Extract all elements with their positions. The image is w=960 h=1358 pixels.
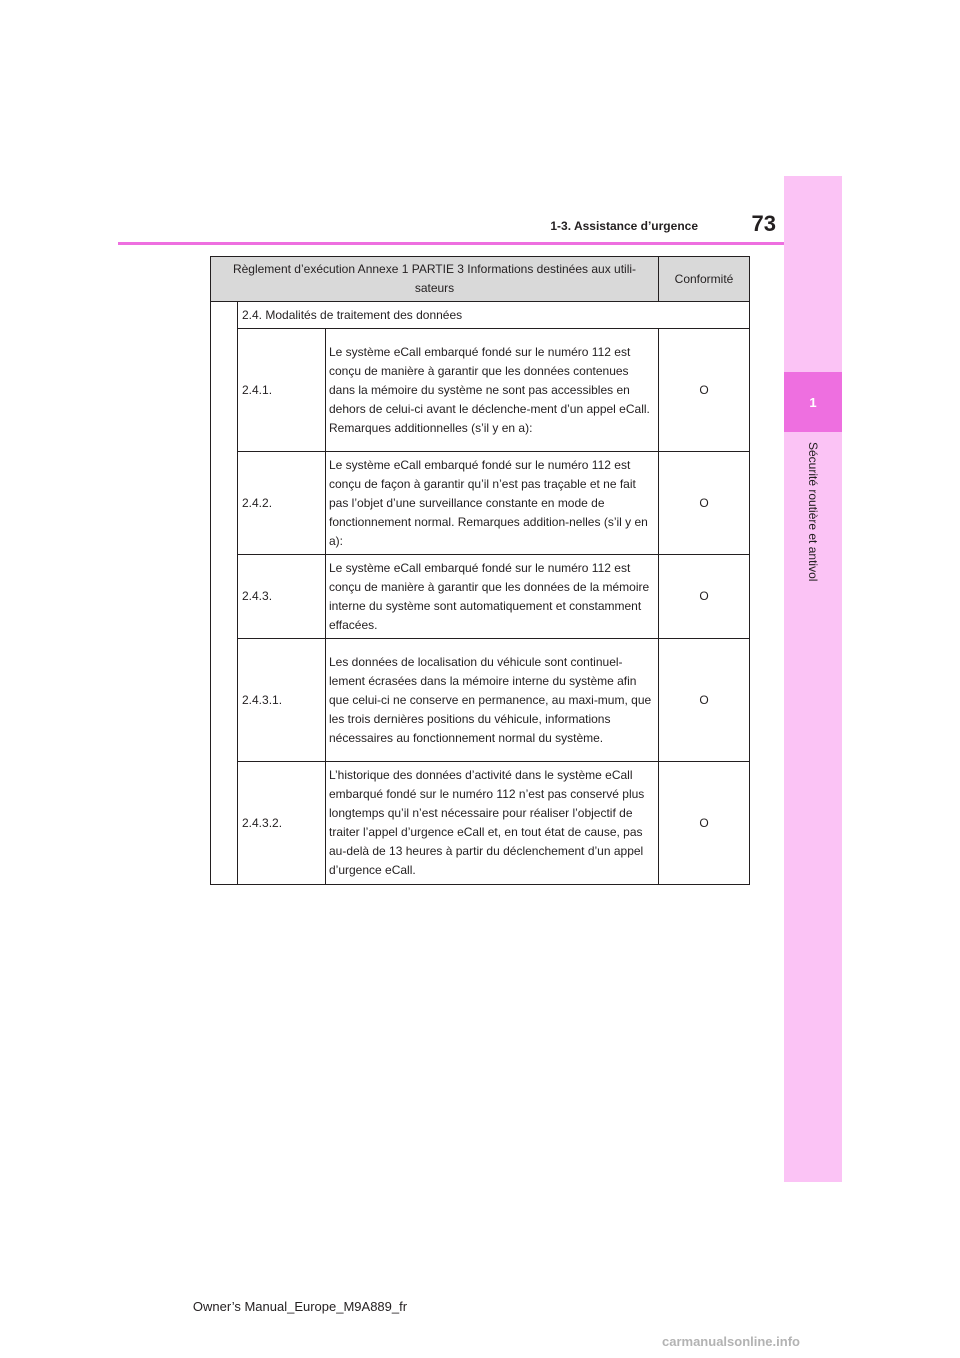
row-conformity: O bbox=[659, 555, 750, 639]
row-text: Le système eCall embarqué fondé sur le numéro 112 est conçu de manière à garantir que les données de la mémoire interne du système sont automatiquement et constamment effacées. bbox=[326, 555, 659, 639]
table-row bbox=[211, 762, 750, 885]
subsection-row bbox=[211, 302, 750, 329]
row-text: Le système eCall embarqué fondé sur le numéro 112 est conçu de façon à garantir qu’il n’est pas traçable et ne fait pas l’objet d’une surveillance constante en mode de fonctionnement normal. Remarques addition-nelles (s’il y en a): bbox=[326, 452, 659, 555]
table-header-row bbox=[211, 257, 750, 302]
table-row bbox=[211, 555, 750, 639]
row-text: Les données de localisation du véhicule sont continuel-lement écrasées dans la mémoire interne du système afin que celui-ci ne conserve en permanence, au maxi-mum, que les trois dernières positions du véhicule, informations nécessaires au fonctionnement normal du système. bbox=[326, 639, 659, 762]
chapter-title-vertical: Sécurité routière et antivol bbox=[806, 442, 820, 582]
row-number: 2.4.2. bbox=[238, 452, 326, 555]
header-regulation: Règlement d’exécution Annexe 1 PARTIE 3 Informations destinées aux utili-sateurs bbox=[211, 257, 659, 302]
row-conformity: O bbox=[659, 329, 750, 452]
regulation-table bbox=[210, 256, 750, 885]
row-text: L’historique des données d’activité dans le système eCall embarqué fondé sur le numéro 112 n’est pas conservé plus longtemps qu’il n’est nécessaire pour réaliser l’objectif de traiter l’appel d’urgence eCall et, en tout état de cause, pas au-delà de 13 heures à partir du déclenchement d’un appel d’urgence eCall. bbox=[326, 762, 659, 885]
subsection-title: 2.4. Modalités de traitement des données bbox=[238, 302, 750, 329]
row-text: Le système eCall embarqué fondé sur le numéro 112 est conçu de manière à garantir que les données contenues dans la mémoire du système ne sont pas accessibles en dehors de celui-ci avant le déclenche-ment d’un appel eCall. Remarques additionnelles (s’il y en a): bbox=[326, 329, 659, 452]
table-row bbox=[211, 329, 750, 452]
row-conformity: O bbox=[659, 639, 750, 762]
table-row bbox=[211, 452, 750, 555]
row-number: 2.4.3.1. bbox=[238, 639, 326, 762]
row-number: 2.4.1. bbox=[238, 329, 326, 452]
page-number: 73 bbox=[751, 211, 776, 236]
chapter-number-tab: 1 bbox=[784, 372, 842, 432]
indent-column bbox=[211, 302, 238, 885]
table-row bbox=[211, 639, 750, 762]
section-title: 1-3. Assistance d’urgence bbox=[550, 219, 698, 233]
watermark: carmanualsonline.info bbox=[662, 1334, 800, 1349]
row-number: 2.4.3.2. bbox=[238, 762, 326, 885]
manual-footer: Owner’s Manual_Europe_M9A889_fr bbox=[192, 1299, 408, 1314]
header-rule bbox=[118, 242, 784, 245]
row-conformity: O bbox=[659, 452, 750, 555]
header-conformity: Conformité bbox=[659, 257, 750, 302]
row-number: 2.4.3. bbox=[238, 555, 326, 639]
row-conformity: O bbox=[659, 762, 750, 885]
